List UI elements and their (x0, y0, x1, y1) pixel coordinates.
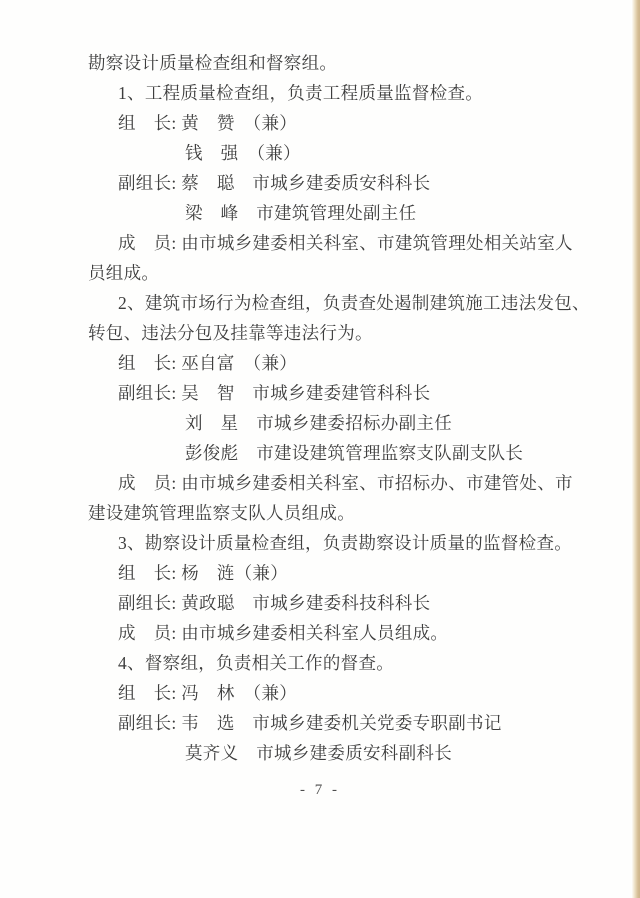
doc-line-section2-heading2: 转包、违法分包及挂靠等违法行为。 (88, 323, 373, 343)
doc-line-section2-members: 成 员: 由市城乡建委相关科室、市招标办、市建管处、市 (118, 473, 573, 493)
doc-line-section3-members: 成 员: 由市城乡建委相关科室人员组成。 (118, 623, 449, 643)
doc-line-intro-continuation: 勘察设计质量检查组和督察组。 (88, 53, 338, 73)
doc-line-section1-leader2: 钱 强 （兼） (185, 143, 301, 163)
doc-line-section1-leader: 组 长: 黄 赞 （兼） (118, 113, 298, 133)
doc-line-section1-heading: 1、工程质量检查组，负责工程质量监督检查。 (118, 83, 484, 103)
scan-edge-strip (632, 0, 640, 898)
doc-line-section2-heading: 2、建筑市场行为检查组，负责查处遏制建筑施工违法发包、 (118, 293, 590, 313)
doc-line-section3-heading: 3、勘察设计质量检查组，负责勘察设计质量的监督检查。 (118, 533, 573, 553)
doc-line-section1-members2: 员组成。 (88, 263, 160, 283)
doc-line-section4-deputy2: 莫齐义 市城乡建委质安科副科长 (185, 743, 452, 763)
doc-line-section2-members2: 建设建筑管理监察支队人员组成。 (88, 503, 355, 523)
doc-line-section1-deputy2: 梁 峰 市建筑管理处副主任 (185, 203, 417, 223)
doc-line-section1-members: 成 员: 由市城乡建委相关科室、市建筑管理处相关站室人 (118, 233, 573, 253)
document-body (88, 48, 590, 768)
doc-line-section3-deputy: 副组长: 黄政聪 市城乡建委科技科科长 (118, 593, 431, 613)
doc-line-section4-deputy: 副组长: 韦 选 市城乡建委机关党委专职副书记 (118, 713, 502, 733)
page-number: - 7 - (300, 782, 340, 798)
doc-line-section4-heading: 4、督察组，负责相关工作的督查。 (118, 653, 395, 673)
doc-line-section2-deputy3: 彭俊彪 市建设建筑管理监察支队副支队长 (185, 443, 524, 463)
doc-line-section3-leader: 组 长: 杨 涟（兼） (118, 563, 289, 583)
doc-line-section2-deputy2: 刘 星 市城乡建委招标办副主任 (185, 413, 452, 433)
doc-line-section1-deputy: 副组长: 蔡 聪 市城乡建委质安科科长 (118, 173, 431, 193)
doc-line-section2-leader: 组 长: 巫自富 （兼） (118, 353, 298, 373)
doc-line-section2-deputy: 副组长: 吴 智 市城乡建委建管科科长 (118, 383, 431, 403)
doc-line-section4-leader: 组 长: 冯 林 （兼） (118, 683, 298, 703)
